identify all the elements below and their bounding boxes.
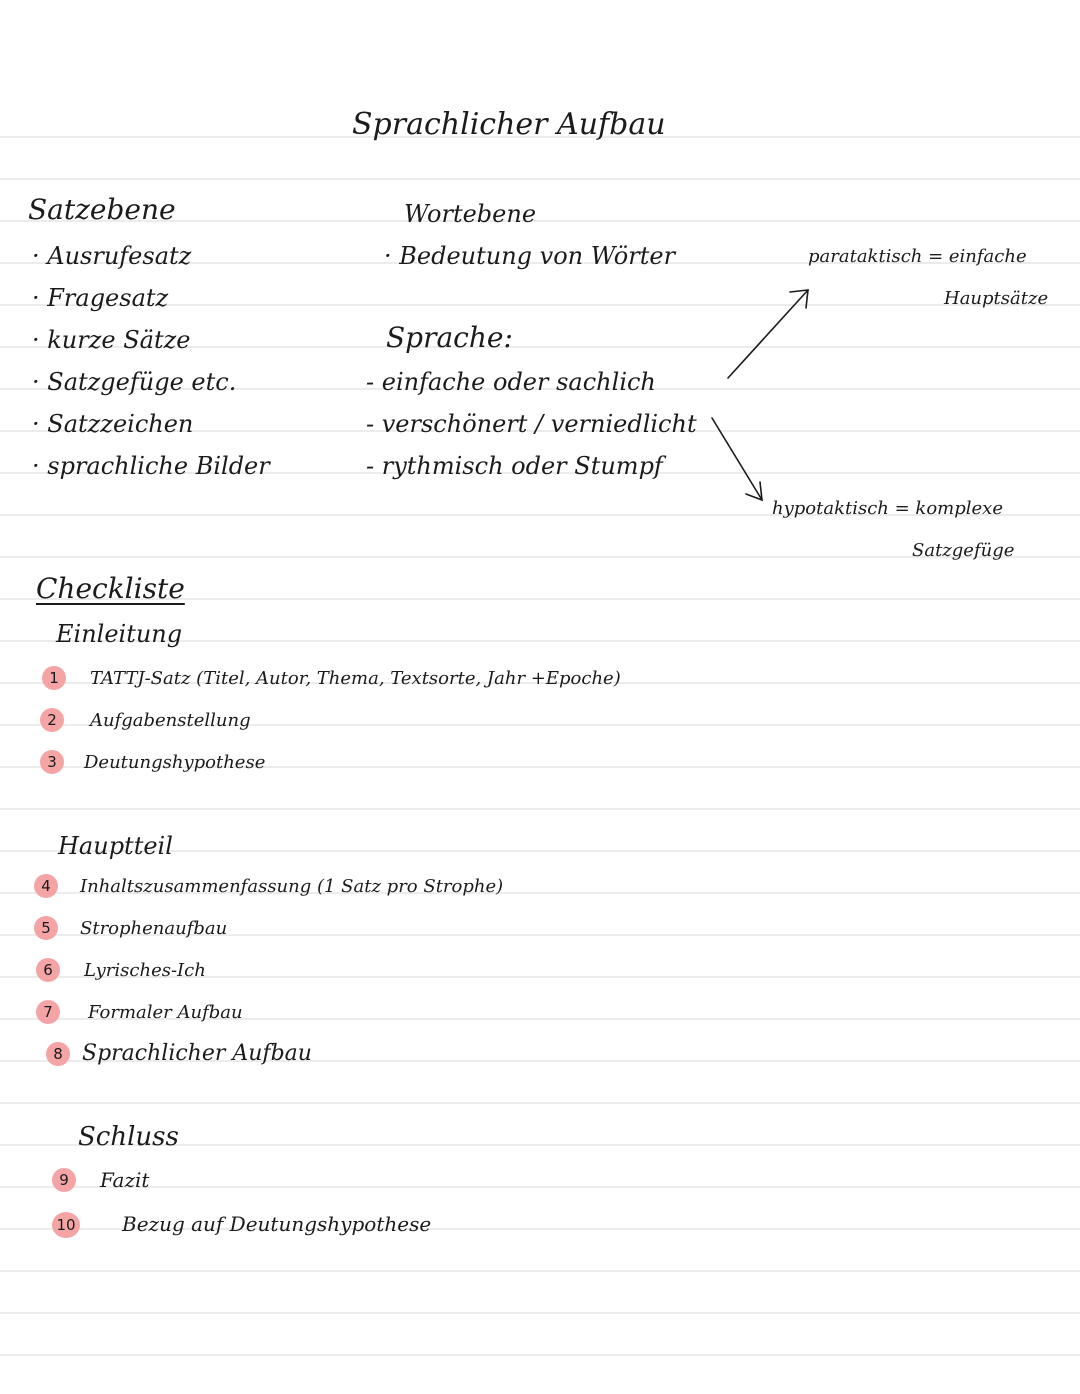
step-marker: 9 <box>52 1168 76 1192</box>
checklist-item: Lyrisches-Ich <box>84 960 206 981</box>
step-marker: 5 <box>34 916 58 940</box>
hypotaktisch-note: hypotaktisch = komplexe <box>772 498 1003 519</box>
parataktisch-note: parataktisch = einfache <box>808 246 1027 267</box>
step-marker: 8 <box>46 1042 70 1066</box>
satzebene-heading: Satzebene <box>28 193 176 226</box>
step-marker: 2 <box>40 708 64 732</box>
checklist-item: Deutungshypothese <box>84 752 266 773</box>
sprache-item: - verschönert / verniedlicht <box>366 410 697 438</box>
schluss-heading: Schluss <box>78 1122 179 1152</box>
satzebene-item: · kurze Sätze <box>32 326 191 354</box>
step-marker: 6 <box>36 958 60 982</box>
satzebene-item: · Satzgefüge etc. <box>32 368 237 396</box>
einleitung-heading: Einleitung <box>56 620 183 648</box>
sprache-heading: Sprache: <box>386 321 513 354</box>
satzebene-item: · Satzzeichen <box>32 410 194 438</box>
wortebene-item: · Bedeutung von Wörter <box>384 242 676 270</box>
step-marker: 7 <box>36 1000 60 1024</box>
satzebene-item: · sprachliche Bilder <box>32 452 270 480</box>
checklist-item: Sprachlicher Aufbau <box>82 1041 312 1066</box>
satzebene-item: · Ausrufesatz <box>32 242 192 270</box>
checkliste-heading: Checkliste <box>36 572 185 605</box>
parataktisch-note-cont: Hauptsätze <box>944 288 1049 309</box>
checklist-item: Bezug auf Deutungshypothese <box>122 1212 432 1236</box>
satzebene-item: · Fragesatz <box>32 284 169 312</box>
checklist-item: Aufgabenstellung <box>90 710 251 731</box>
step-marker: 10 <box>52 1212 80 1238</box>
step-marker: 3 <box>40 750 64 774</box>
step-marker: 1 <box>42 666 66 690</box>
sprache-item: - einfache oder sachlich <box>366 368 656 396</box>
step-marker: 4 <box>34 874 58 898</box>
sprache-item: - rythmisch oder Stumpf <box>366 452 663 480</box>
checklist-item: Formaler Aufbau <box>88 1002 243 1023</box>
page-title: Sprachlicher Aufbau <box>352 107 666 142</box>
checklist-item: TATTJ-Satz (Titel, Autor, Thema, Textsorte, Jahr +Epoche) <box>90 668 621 689</box>
checklist-item: Strophenaufbau <box>80 918 228 939</box>
hauptteil-heading: Hauptteil <box>58 832 173 860</box>
wortebene-heading: Wortebene <box>404 200 537 228</box>
hypotaktisch-note-cont: Satzgefüge <box>912 540 1015 561</box>
checklist-item: Fazit <box>100 1168 150 1192</box>
checklist-item: Inhaltszusammenfassung (1 Satz pro Strophe) <box>80 876 504 897</box>
